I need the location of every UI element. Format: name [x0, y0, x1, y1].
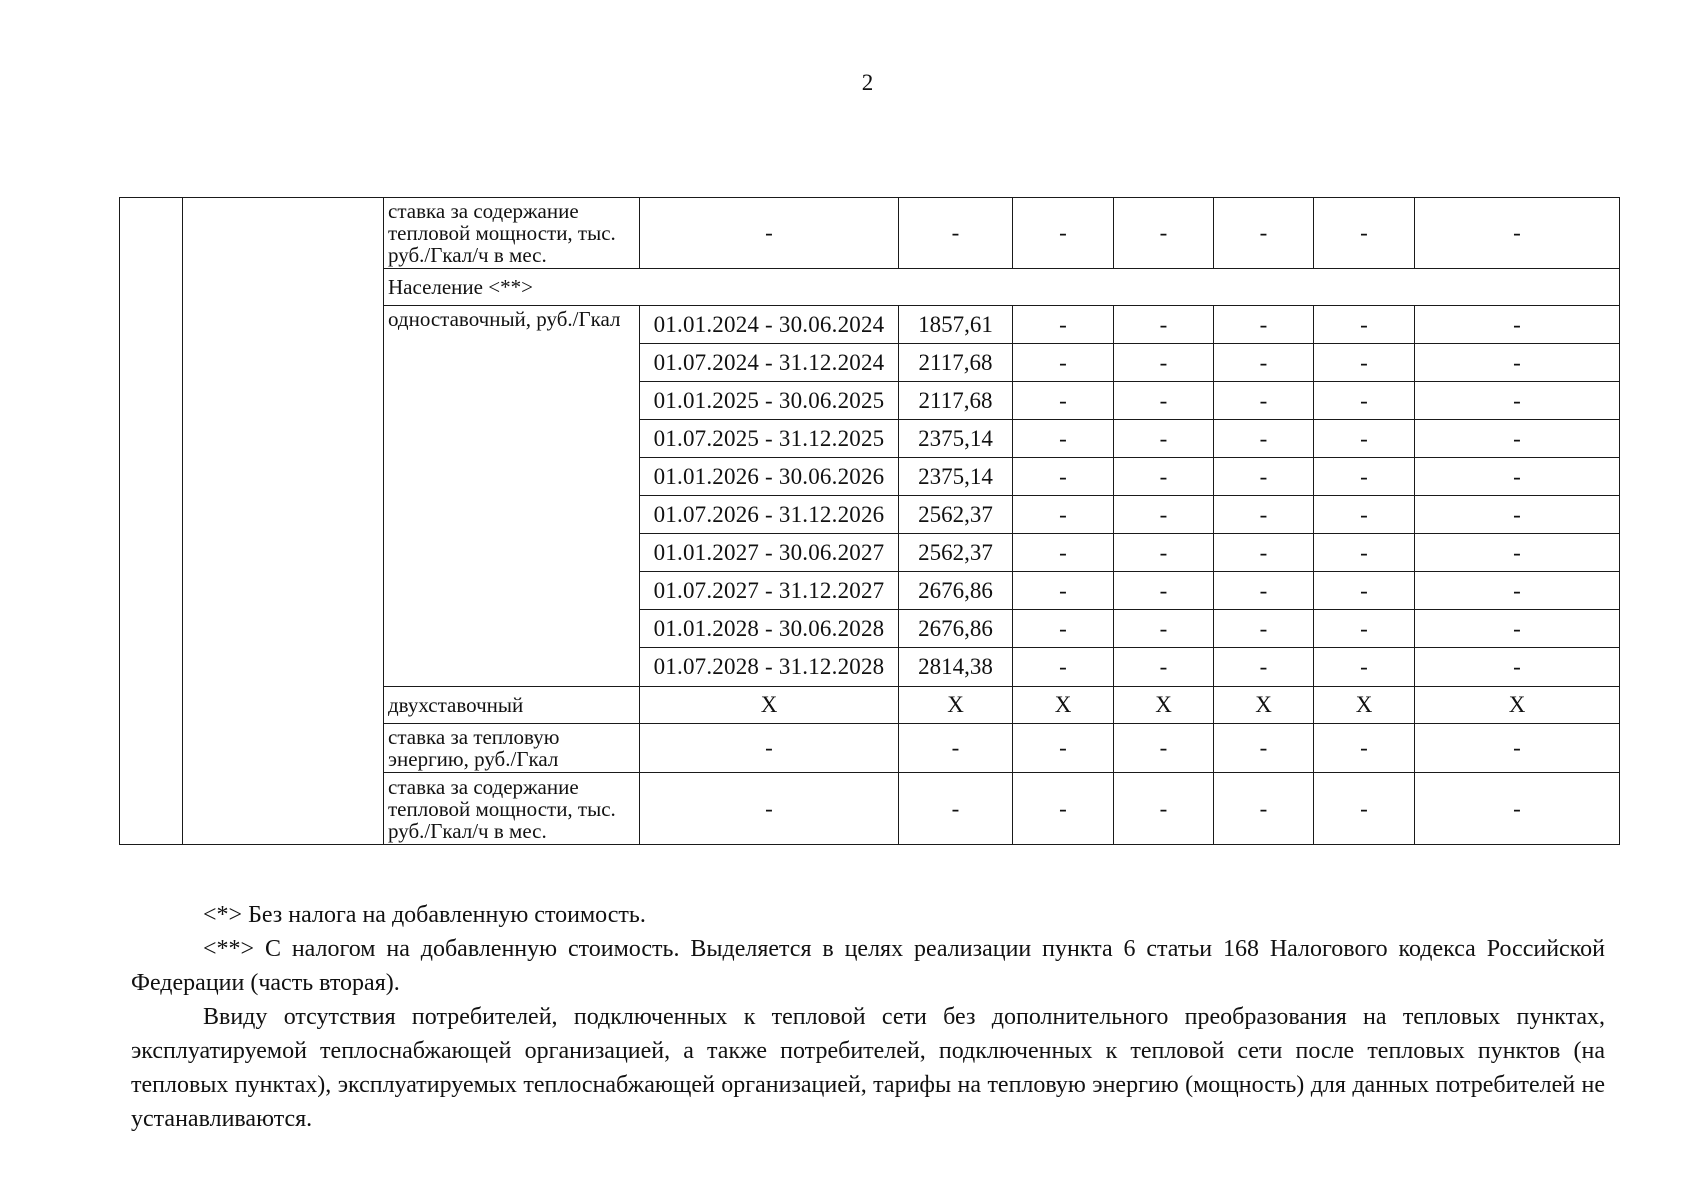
- table-cell: -: [899, 724, 1013, 773]
- table-cell: -: [1314, 724, 1415, 773]
- table-cell: -: [1214, 648, 1314, 687]
- table-cell: -: [1013, 458, 1114, 496]
- table-cell: -: [1314, 648, 1415, 687]
- period-cell: 01.07.2027 - 31.12.2027: [640, 572, 899, 610]
- table-cell: -: [1415, 458, 1620, 496]
- period-cell: 01.07.2026 - 31.12.2026: [640, 496, 899, 534]
- value-cell: 2562,37: [899, 534, 1013, 572]
- table-cell: -: [1013, 773, 1114, 845]
- capacity-rate-label: ставка за содержание тепловой мощности, тыс. руб./Гкал/ч в мес.: [384, 773, 640, 845]
- period-cell: 01.01.2026 - 30.06.2026: [640, 458, 899, 496]
- table-cell: -: [1013, 306, 1114, 344]
- value-cell: 1857,61: [899, 306, 1013, 344]
- table-cell: -: [1415, 344, 1620, 382]
- table-cell: -: [1214, 496, 1314, 534]
- table-cell: -: [1314, 198, 1415, 269]
- table-cell: -: [1013, 496, 1114, 534]
- empty-number-cell: [120, 198, 183, 845]
- value-cell: 2814,38: [899, 648, 1013, 687]
- table-cell: -: [1214, 572, 1314, 610]
- table-cell: -: [1415, 773, 1620, 845]
- table-cell: -: [1415, 648, 1620, 687]
- table-cell: X: [1013, 687, 1114, 724]
- table-cell: -: [899, 773, 1013, 845]
- table-cell: X: [1214, 687, 1314, 724]
- table-cell: -: [1415, 420, 1620, 458]
- period-cell: 01.07.2028 - 31.12.2028: [640, 648, 899, 687]
- table-cell: -: [1114, 773, 1214, 845]
- table-cell: -: [1214, 420, 1314, 458]
- table-cell: -: [1013, 382, 1114, 420]
- table-cell: -: [1314, 496, 1415, 534]
- table-cell: -: [1114, 198, 1214, 269]
- period-cell: 01.01.2028 - 30.06.2028: [640, 610, 899, 648]
- table-cell: -: [1415, 306, 1620, 344]
- table-cell: -: [1114, 534, 1214, 572]
- table-cell: -: [1114, 420, 1214, 458]
- value-cell: 2676,86: [899, 572, 1013, 610]
- table-cell: -: [1013, 198, 1114, 269]
- table-cell: -: [1314, 420, 1415, 458]
- table-cell: -: [1314, 773, 1415, 845]
- value-cell: 2117,68: [899, 382, 1013, 420]
- value-cell: 2117,68: [899, 344, 1013, 382]
- table-cell: -: [1314, 344, 1415, 382]
- value-cell: 2375,14: [899, 420, 1013, 458]
- page-number: 2: [861, 70, 874, 95]
- table-cell: -: [1114, 572, 1214, 610]
- period-cell: 01.01.2025 - 30.06.2025: [640, 382, 899, 420]
- tariff-explanation-paragraph: Ввиду отсутствия потребителей, подключенных к тепловой сети без дополнительного преобразования на тепловых пунктах, эксплуатируемой теплоснабжающей организацией, а также потребителей, подключенных к тепловой сети после тепловых пунктов (на тепловых пунктах), эксплуатируемых теплоснабжающей организацией, тарифы на тепловую энергию (мощность) для данных потребителей не устанавливаются.: [131, 1004, 1605, 1132]
- tariff-table: [119, 197, 1620, 845]
- table-cell: -: [640, 198, 899, 269]
- table-cell: -: [1114, 724, 1214, 773]
- table-cell: X: [1114, 687, 1214, 724]
- table-cell: -: [1114, 458, 1214, 496]
- table-cell: -: [1214, 382, 1314, 420]
- table-cell: -: [1415, 724, 1620, 773]
- table-cell: X: [1415, 687, 1620, 724]
- table-cell: -: [1314, 572, 1415, 610]
- table-cell: -: [1214, 344, 1314, 382]
- table-cell: X: [640, 687, 899, 724]
- table-cell: -: [1415, 496, 1620, 534]
- table-cell: -: [640, 773, 899, 845]
- table-cell: -: [1415, 198, 1620, 269]
- table-cell: -: [1013, 724, 1114, 773]
- table-cell: -: [1214, 458, 1314, 496]
- table-cell: -: [1214, 610, 1314, 648]
- period-cell: 01.07.2025 - 31.12.2025: [640, 420, 899, 458]
- group-title: Население <**>: [384, 269, 1620, 306]
- table-cell: -: [1013, 420, 1114, 458]
- table-cell: -: [1114, 344, 1214, 382]
- table-row-top-capacity: [120, 198, 1620, 269]
- table-cell: -: [1415, 382, 1620, 420]
- table-cell: -: [640, 724, 899, 773]
- table-cell: -: [1415, 572, 1620, 610]
- period-cell: 01.07.2024 - 31.12.2024: [640, 344, 899, 382]
- table-cell: -: [1214, 534, 1314, 572]
- table-cell: -: [1013, 344, 1114, 382]
- table-cell: -: [899, 198, 1013, 269]
- value-cell: 2375,14: [899, 458, 1013, 496]
- table-cell: -: [1214, 773, 1314, 845]
- table-cell: -: [1114, 648, 1214, 687]
- table-cell: -: [1013, 572, 1114, 610]
- energy-rate-label: ставка за тепловую энергию, руб./Гкал: [384, 724, 640, 773]
- period-cell: 01.01.2027 - 30.06.2027: [640, 534, 899, 572]
- table-cell: -: [1013, 648, 1114, 687]
- table-cell: X: [1314, 687, 1415, 724]
- table-cell: -: [1013, 534, 1114, 572]
- table-cell: -: [1114, 306, 1214, 344]
- footnote-vat-excluded: <*> Без налога на добавленную стоимость.: [203, 902, 646, 928]
- footnotes: [131, 898, 1605, 1136]
- table-cell: X: [899, 687, 1013, 724]
- table-cell: -: [1013, 610, 1114, 648]
- tariff-table-body: [120, 198, 1620, 845]
- table-cell: -: [1114, 382, 1214, 420]
- period-cell: 01.01.2024 - 30.06.2024: [640, 306, 899, 344]
- table-cell: -: [1114, 610, 1214, 648]
- table-cell: -: [1214, 306, 1314, 344]
- table-cell: -: [1114, 496, 1214, 534]
- table-cell: -: [1314, 306, 1415, 344]
- table-cell: -: [1415, 610, 1620, 648]
- value-cell: 2676,86: [899, 610, 1013, 648]
- top-capacity-label: ставка за содержание тепловой мощности, тыс. руб./Гкал/ч в мес.: [384, 198, 640, 269]
- two-rate-label: двухставочный: [384, 687, 640, 724]
- table-cell: -: [1314, 610, 1415, 648]
- value-cell: 2562,37: [899, 496, 1013, 534]
- table-cell: -: [1314, 458, 1415, 496]
- table-cell: -: [1314, 534, 1415, 572]
- table-cell: -: [1214, 198, 1314, 269]
- table-cell: -: [1314, 382, 1415, 420]
- table-cell: -: [1214, 724, 1314, 773]
- table-cell: -: [1415, 534, 1620, 572]
- single-rate-label: одноставочный, руб./Гкал: [384, 306, 640, 687]
- footnote-vat-included: <**> С налогом на добавленную стоимость. Выделяется в целях реализации пункта 6 статьи 168 Налогового кодекса Российской Федерации (часть вторая).: [131, 936, 1605, 996]
- empty-organization-cell: [183, 198, 384, 845]
